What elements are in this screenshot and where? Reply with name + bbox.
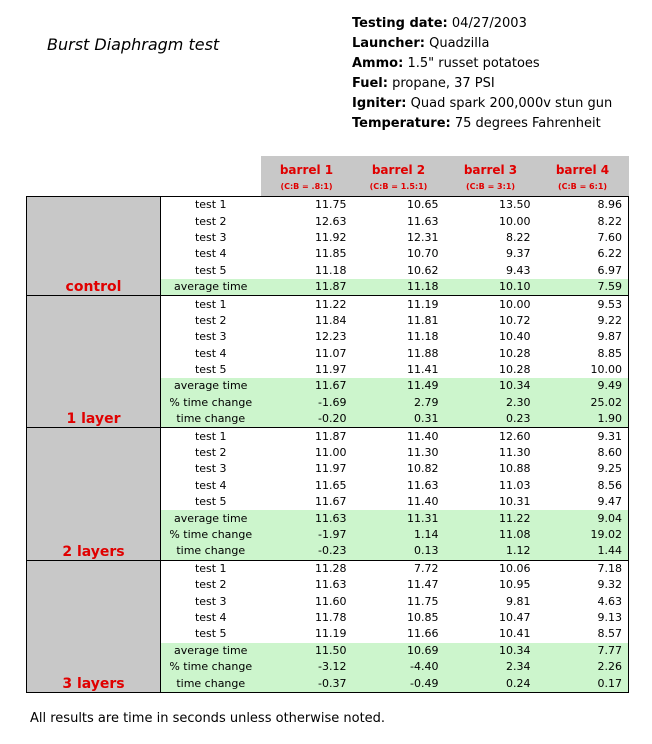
- value-cell: 11.81: [407, 313, 439, 327]
- value-cell: 0.13: [353, 543, 445, 560]
- meta-value: 04/27/2003: [451, 16, 527, 31]
- meta-value: 1.5" russet potatoes: [407, 56, 540, 71]
- barrel-header: barrel 3: [445, 156, 537, 178]
- value-cell: 10.47: [499, 610, 531, 624]
- meta-label: Temperature:: [352, 116, 451, 131]
- row-label: test 5: [161, 626, 261, 642]
- results-body: [27, 197, 629, 693]
- row-label: test 4: [161, 478, 261, 494]
- value-cell: 10.28: [499, 363, 531, 377]
- table-row: [27, 296, 629, 313]
- value-cell: 1.14: [353, 527, 445, 543]
- value-cell: 11.87: [261, 279, 353, 296]
- value-cell: 11.07: [315, 346, 347, 360]
- value-cell: 9.37: [506, 247, 531, 261]
- row-label: % time change: [161, 527, 261, 543]
- value-cell: -3.12: [261, 659, 353, 675]
- meta-value: Quadzilla: [429, 36, 490, 51]
- value-cell: 10.34: [445, 643, 537, 659]
- value-cell: 11.03: [499, 478, 531, 492]
- value-cell: 6.22: [537, 246, 629, 262]
- row-label: test 5: [161, 362, 261, 378]
- barrel-ratio: (C:B = 6:1): [537, 178, 629, 197]
- value-cell: 11.31: [353, 510, 445, 526]
- value-cell: 0.31: [353, 411, 445, 428]
- value-cell: 12.23: [315, 330, 347, 344]
- value-cell: 8.56: [537, 478, 629, 494]
- value-cell: 11.67: [261, 378, 353, 394]
- ratio-header-row: [27, 178, 629, 197]
- value-cell: 8.22: [537, 213, 629, 229]
- value-cell: 11.18: [315, 263, 347, 277]
- table-row: [27, 560, 629, 577]
- footnote: All results are time in seconds unless otherwise noted.: [30, 711, 386, 726]
- value-cell: 10.95: [499, 578, 531, 592]
- value-cell: 11.30: [499, 446, 531, 460]
- value-cell: 1.12: [445, 543, 537, 560]
- value-cell: 10.40: [499, 330, 531, 344]
- value-cell: 10.28: [499, 346, 531, 360]
- value-cell: 9.25: [537, 461, 629, 477]
- value-cell: -0.20: [261, 411, 353, 428]
- value-cell: 11.63: [261, 510, 353, 526]
- value-cell: 19.02: [537, 527, 629, 543]
- meta-row-igniter: [352, 94, 612, 114]
- meta-row-ammo: [352, 54, 612, 74]
- document-title: Burst Diaphragm test: [47, 35, 220, 54]
- value-cell: 12.60: [445, 428, 537, 445]
- meta-row-fuel: [352, 74, 612, 94]
- row-label: average time: [161, 279, 261, 296]
- value-cell: 13.50: [445, 197, 537, 214]
- value-cell: 11.22: [261, 296, 353, 313]
- value-cell: 10.34: [445, 378, 537, 394]
- value-cell: 11.41: [407, 363, 439, 377]
- value-cell: 4.63: [537, 593, 629, 609]
- value-cell: 8.85: [537, 346, 629, 362]
- meta-value: 75 degrees Fahrenheit: [454, 116, 601, 131]
- meta-row-launcher: [352, 34, 612, 54]
- value-cell: 2.30: [445, 395, 537, 411]
- value-cell: 7.77: [537, 643, 629, 659]
- table-row: [27, 428, 629, 445]
- row-label: test 1: [161, 296, 261, 313]
- value-cell: -1.69: [261, 395, 353, 411]
- barrel-header: barrel 2: [353, 156, 445, 178]
- value-cell: 6.97: [537, 263, 629, 279]
- value-cell: 11.84: [315, 313, 347, 327]
- value-cell: 2.34: [445, 659, 537, 675]
- value-cell: 10.00: [499, 214, 531, 228]
- meta-row-temperature: [352, 114, 612, 134]
- row-label: average time: [161, 643, 261, 659]
- value-cell: 11.63: [407, 478, 439, 492]
- value-cell: 10.70: [407, 247, 439, 261]
- value-cell: 11.66: [407, 627, 439, 641]
- row-label: time change: [161, 411, 261, 428]
- value-cell: -0.37: [261, 675, 353, 692]
- value-cell: 10.72: [499, 313, 531, 327]
- value-cell: 11.40: [407, 495, 439, 509]
- row-label: test 5: [161, 494, 261, 510]
- value-cell: 11.28: [261, 560, 353, 577]
- value-cell: 11.49: [353, 378, 445, 394]
- row-label: test 2: [161, 445, 261, 461]
- value-cell: -4.40: [353, 659, 445, 675]
- value-cell: 11.63: [407, 214, 439, 228]
- value-cell: 10.88: [499, 462, 531, 476]
- value-cell: 11.63: [315, 578, 347, 592]
- row-label: test 5: [161, 263, 261, 279]
- value-cell: 0.17: [537, 675, 629, 692]
- value-cell: 12.31: [407, 230, 439, 244]
- value-cell: 9.04: [537, 510, 629, 526]
- value-cell: 9.13: [537, 610, 629, 626]
- value-cell: 25.02: [537, 395, 629, 411]
- value-cell: 7.18: [537, 560, 629, 577]
- value-cell: 9.31: [537, 428, 629, 445]
- value-cell: 11.19: [353, 296, 445, 313]
- value-cell: 10.85: [407, 610, 439, 624]
- row-label: test 3: [161, 230, 261, 246]
- value-cell: 11.40: [353, 428, 445, 445]
- value-cell: 10.65: [353, 197, 445, 214]
- value-cell: 11.78: [315, 610, 347, 624]
- value-cell: 2.79: [353, 395, 445, 411]
- value-cell: 11.18: [407, 330, 439, 344]
- value-cell: 9.32: [537, 577, 629, 593]
- group-label: 2 layers: [27, 428, 161, 560]
- value-cell: 9.81: [506, 594, 531, 608]
- table-row: [27, 197, 629, 214]
- value-cell: 9.53: [537, 296, 629, 313]
- row-label: % time change: [161, 659, 261, 675]
- value-cell: 11.85: [315, 247, 347, 261]
- row-label: test 4: [161, 246, 261, 262]
- group-label: 3 layers: [27, 560, 161, 692]
- value-cell: 10.31: [499, 495, 531, 509]
- meta-label: Igniter:: [352, 96, 407, 111]
- barrel-header: barrel 1: [261, 156, 353, 178]
- value-cell: 11.30: [407, 446, 439, 460]
- value-cell: 9.49: [537, 378, 629, 394]
- meta-label: Testing date:: [352, 16, 448, 31]
- row-label: test 1: [161, 428, 261, 445]
- value-cell: 8.96: [537, 197, 629, 214]
- row-label: test 3: [161, 593, 261, 609]
- value-cell: 11.75: [407, 594, 439, 608]
- barrel-ratio: (C:B = .8:1): [261, 178, 353, 197]
- row-label: test 3: [161, 329, 261, 345]
- row-label: test 4: [161, 610, 261, 626]
- value-cell: 11.47: [407, 578, 439, 592]
- value-cell: 8.60: [537, 445, 629, 461]
- row-label: average time: [161, 378, 261, 394]
- row-label: test 1: [161, 197, 261, 214]
- value-cell: 11.67: [315, 495, 347, 509]
- value-cell: 11.00: [315, 446, 347, 460]
- row-label: % time change: [161, 395, 261, 411]
- value-cell: 11.87: [261, 428, 353, 445]
- value-cell: -0.23: [261, 543, 353, 560]
- value-cell: 9.43: [506, 263, 531, 277]
- meta-row-date: [352, 14, 612, 34]
- value-cell: 7.60: [537, 230, 629, 246]
- value-cell: 10.00: [445, 296, 537, 313]
- row-label: average time: [161, 510, 261, 526]
- value-cell: 8.57: [537, 626, 629, 642]
- meta-label: Ammo:: [352, 56, 404, 71]
- value-cell: 10.00: [537, 362, 629, 378]
- value-cell: 0.23: [445, 411, 537, 428]
- value-cell: 11.88: [407, 346, 439, 360]
- value-cell: 7.59: [537, 279, 629, 296]
- meta-label: Launcher:: [352, 36, 425, 51]
- row-label: test 1: [161, 560, 261, 577]
- test-details: [352, 14, 612, 134]
- value-cell: 9.22: [537, 313, 629, 329]
- value-cell: 11.60: [315, 594, 347, 608]
- value-cell: 10.41: [499, 627, 531, 641]
- value-cell: -1.97: [261, 527, 353, 543]
- value-cell: 10.82: [407, 462, 439, 476]
- value-cell: 11.97: [315, 462, 347, 476]
- value-cell: 11.08: [445, 527, 537, 543]
- value-cell: 9.47: [537, 494, 629, 510]
- barrel-ratio: (C:B = 3:1): [445, 178, 537, 197]
- barrel-header: barrel 4: [537, 156, 629, 178]
- value-cell: 8.22: [506, 230, 531, 244]
- meta-label: Fuel:: [352, 76, 388, 91]
- value-cell: 11.92: [315, 230, 347, 244]
- value-cell: 1.90: [537, 411, 629, 428]
- barrel-header-row: [27, 156, 629, 178]
- value-cell: 11.97: [315, 363, 347, 377]
- value-cell: 10.62: [407, 263, 439, 277]
- row-label: time change: [161, 543, 261, 560]
- row-label: test 2: [161, 313, 261, 329]
- value-cell: 11.19: [315, 627, 347, 641]
- value-cell: 10.10: [445, 279, 537, 296]
- value-cell: 9.87: [537, 329, 629, 345]
- row-label: time change: [161, 675, 261, 692]
- value-cell: 11.22: [445, 510, 537, 526]
- row-label: test 3: [161, 461, 261, 477]
- value-cell: 10.06: [445, 560, 537, 577]
- value-cell: 2.26: [537, 659, 629, 675]
- value-cell: -0.49: [353, 675, 445, 692]
- meta-value: Quad spark 200,000v stun gun: [410, 96, 613, 111]
- group-label: 1 layer: [27, 296, 161, 428]
- value-cell: 0.24: [445, 675, 537, 692]
- group-label: control: [27, 197, 161, 296]
- value-cell: 11.50: [261, 643, 353, 659]
- value-cell: 12.63: [315, 214, 347, 228]
- row-label: test 2: [161, 577, 261, 593]
- meta-value: propane, 37 PSI: [392, 76, 495, 91]
- results-table: [26, 156, 629, 693]
- value-cell: 10.69: [353, 643, 445, 659]
- value-cell: 11.75: [261, 197, 353, 214]
- value-cell: 11.18: [353, 279, 445, 296]
- value-cell: 11.65: [315, 478, 347, 492]
- row-label: test 4: [161, 346, 261, 362]
- barrel-ratio: (C:B = 1.5:1): [353, 178, 445, 197]
- row-label: test 2: [161, 213, 261, 229]
- value-cell: 7.72: [353, 560, 445, 577]
- value-cell: 1.44: [537, 543, 629, 560]
